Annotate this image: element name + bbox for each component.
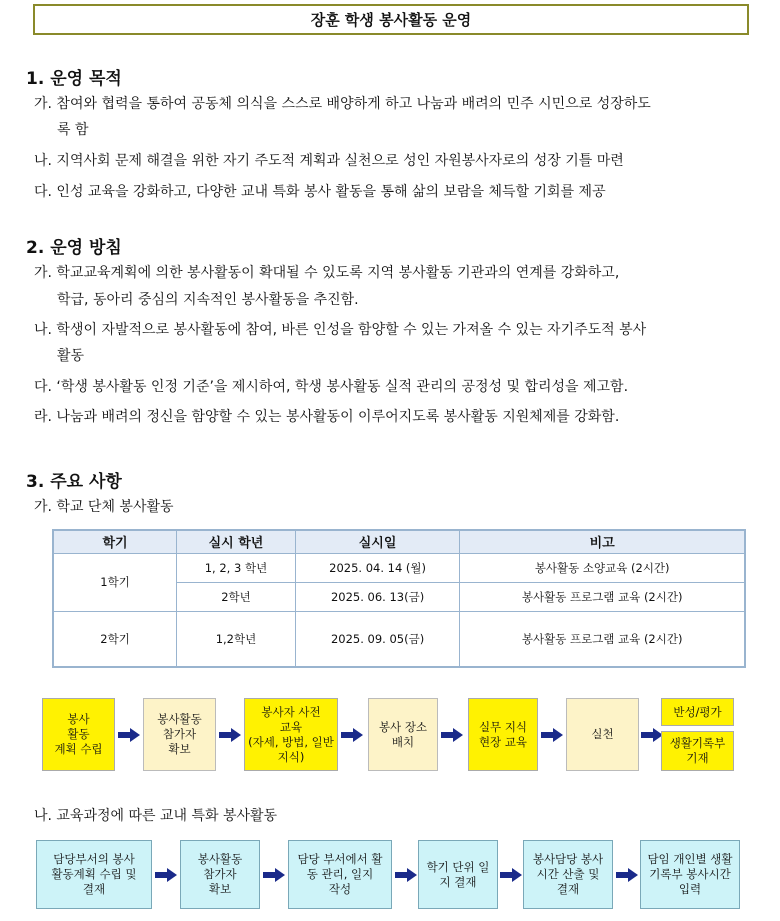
cell-date: 2025. 04. 14 (월) [295,553,460,582]
section3-sub-a: 가. 학교 단체 봉사활동 [34,499,174,515]
section2-item-a: 가. 학교교육계획에 의한 봉사활동이 확대될 수 있도록 지역 봉사활동 기관과의 연계를 강화하고, [34,265,620,281]
cell-semester-1: 1학기 [53,553,177,611]
flow-arrow-icon [155,868,177,882]
section3-heading: 3. 주요 사항 [26,472,122,492]
section2-item-b-cont: 활동 [57,348,85,364]
section1-item-c: 다. 인성 교육을 강화하고, 다양한 교내 특화 봉사 활동을 통해 삶의 보람을 체득할 기회를 제공 [34,184,606,200]
cell-grade: 1, 2, 3 학년 [177,553,296,582]
table-header-row [53,530,745,553]
col-header-semester: 학기 [53,530,177,553]
cell-grade: 2학년 [177,582,296,611]
section1-item-b: 나. 지역사회 문제 해결을 위한 자기 주도적 계획과 실천으로 성인 자원봉사자로의 성장 기틀 마련 [34,153,624,169]
cell-date: 2025. 06. 13(금) [295,582,460,611]
col-header-grade: 실시 학년 [177,530,296,553]
flow-b-step-plan: 담당부서의 봉사 활동계획 수립 및 결재 [36,840,152,909]
flow-a-step-plan: 봉사 활동 계획 수립 [42,698,115,771]
flow-arrow-icon [219,728,241,742]
flow-arrow-icon [441,728,463,742]
flow-arrow-icon [541,728,563,742]
flow-b-step-calculate: 봉사담당 봉사 시간 산출 및 결재 [523,840,613,909]
section2-item-a-cont: 학급, 동아리 중심의 지속적인 봉사활동을 추진함. [57,292,359,308]
flow-a-step-record: 생활기록부 기재 [661,731,734,771]
flow-arrow-icon [500,868,522,882]
cell-note: 봉사활동 프로그램 교육 (2시간) [460,582,745,611]
flow-a-step-placement: 봉사 장소 배치 [368,698,438,771]
document-title: 장훈 학생 봉사활동 운영 [33,4,749,35]
cell-semester-2: 2학기 [53,611,177,667]
flow-b-step-manage: 담당 부서에서 활 동 관리, 일지 작성 [288,840,392,909]
section3-sub-b: 나. 교육과정에 따른 교내 특화 봉사활동 [34,808,278,824]
flow-a-step-recruit: 봉사활동 참가자 확보 [143,698,216,771]
flow-arrow-icon [395,868,417,882]
flow-arrow-icon [341,728,363,742]
table-row [53,611,745,667]
flow-arrow-icon [118,728,140,742]
section2-item-c: 다. ‘학생 봉사활동 인정 기준’을 제시하여, 학생 봉사활동 실적 관리의 공정성 및 합리성을 제고함. [34,379,629,395]
cell-grade: 1,2학년 [177,611,296,667]
section2-item-d: 라. 나눔과 배려의 정신을 함양할 수 있는 봉사활동이 이루어지도록 봉사활동 지원체제를 강화함. [34,409,620,425]
flow-arrow-icon [263,868,285,882]
col-header-note: 비고 [460,530,745,553]
col-header-date: 실시일 [295,530,460,553]
section1-item-a: 가. 참여와 협력을 통하여 공동체 의식을 스스로 배양하게 하고 나눔과 배려의 민주 시민으로 성장하도 [34,96,651,112]
section1-item-a-cont: 록 함 [57,122,89,138]
cell-date: 2025. 09. 05(금) [295,611,460,667]
flow-a-step-evaluation: 반성/평가 [661,698,734,726]
table-row [53,553,745,582]
flow-arrow-icon [641,728,663,742]
cell-note: 봉사활동 소양교육 (2시간) [460,553,745,582]
cell-note: 봉사활동 프로그램 교육 (2시간) [460,611,745,667]
flow-b-step-recruit: 봉사활동 참가자 확보 [180,840,260,909]
flow-a-step-pre-education: 봉사자 사전 교육 (자세, 방법, 일반 지식) [244,698,338,771]
flow-b-step-approve: 학기 단위 일 지 결재 [418,840,498,909]
section1-heading: 1. 운영 목적 [26,69,122,89]
flow-b-step-input: 담임 개인별 생활 기록부 봉사시간 입력 [640,840,740,909]
flow-arrow-icon [616,868,638,882]
flow-a-step-practice: 실천 [566,698,639,771]
flow-a-step-field-education: 실무 지식 현장 교육 [468,698,538,771]
section2-item-b: 나. 학생이 자발적으로 봉사활동에 참여, 바른 인성을 함양할 수 있는 가져올 수 있는 자기주도적 봉사 [34,322,647,338]
section2-heading: 2. 운영 방침 [26,238,122,258]
schedule-table [52,529,746,668]
